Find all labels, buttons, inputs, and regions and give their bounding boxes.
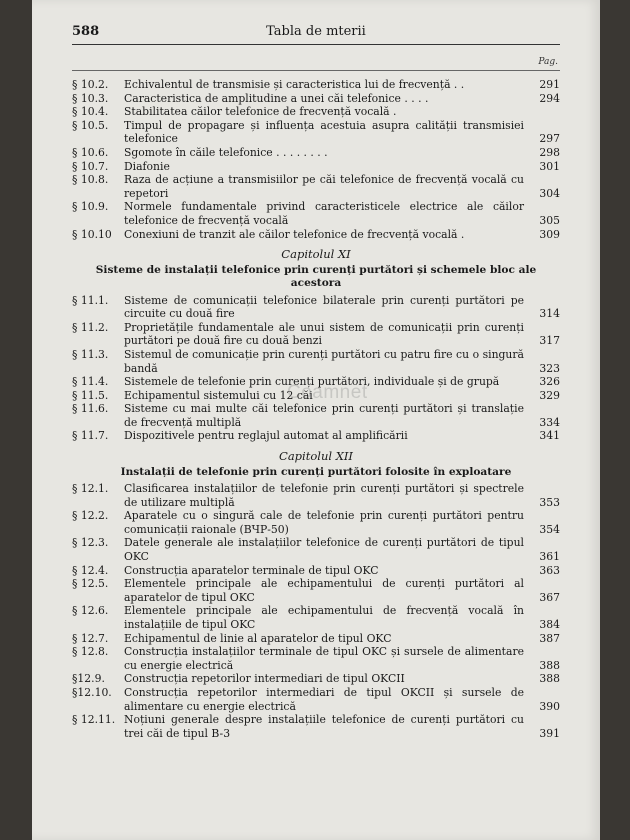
page-ref: 384 xyxy=(539,618,560,631)
page-ref: 291 xyxy=(539,78,560,91)
toc-entry xyxy=(72,200,560,227)
toc-entry xyxy=(72,713,560,740)
page-ref: 388 xyxy=(539,672,560,686)
section-number: § 11.3. xyxy=(72,347,109,361)
toc-entry xyxy=(72,119,560,146)
page-ref: 361 xyxy=(539,550,560,564)
section-number: § 11.2. xyxy=(72,320,109,334)
page-ref: 363 xyxy=(539,563,560,577)
section-number: §12.10. xyxy=(72,685,112,699)
chapter-heading: Capitolul XI xyxy=(281,247,351,262)
section-number: § 12.11. xyxy=(72,713,116,727)
watermark-logo: Coamnet xyxy=(287,382,368,403)
section-number: § 11.7. xyxy=(72,429,109,443)
section-title: Sistemul de comunicație prin curenți purtători cu patru fire cu o singură bandă xyxy=(124,347,524,375)
section-title: Sisteme cu mai multe căi telefonice prin curenți purtători și translație de frecvență multiplă xyxy=(124,402,524,429)
section-number: § 11.6. xyxy=(72,402,109,416)
section-number: § 12.5. xyxy=(72,577,109,591)
toc-entry xyxy=(72,294,560,321)
page-ref: 388 xyxy=(539,658,560,672)
page-ref: 314 xyxy=(539,307,560,321)
section-number: § 12.2. xyxy=(72,509,109,523)
page-ref: 329 xyxy=(539,388,560,402)
toc-entry xyxy=(72,92,560,106)
page-ref: 304 xyxy=(539,186,560,200)
page-ref: 390 xyxy=(539,699,560,713)
page-ref: 298 xyxy=(539,145,560,159)
section-title: Raza de acțiune a transmisiilor pe căi telefonice de frecvență vocală cu repetori xyxy=(124,173,524,200)
section-number: § 11.5. xyxy=(72,388,109,402)
table-of-contents xyxy=(72,78,560,740)
section-list-chapter-12 xyxy=(72,482,560,740)
toc-entry xyxy=(72,645,560,672)
page-ref: 309 xyxy=(539,227,560,241)
section-title: Sgomote în căile telefonice . . . . . . . . xyxy=(124,145,328,159)
toc-entry xyxy=(72,348,560,375)
page-ref: 367 xyxy=(539,590,560,604)
page-ref: 317 xyxy=(539,334,560,348)
toc-entry xyxy=(72,604,560,631)
section-number: § 10.7. xyxy=(72,159,109,173)
page-ref: 341 xyxy=(539,429,560,443)
section-number: § 10.2. xyxy=(72,78,109,91)
section-number: § 11.1. xyxy=(72,293,109,307)
section-title: Echipamentul de linie al aparatelor de tipul OKC xyxy=(124,631,392,645)
section-list-chapter-10 xyxy=(72,78,560,241)
chapter-title: Instalații de telefonie prin curenți purtători folosite în exploatare xyxy=(120,465,512,478)
section-number: § 10.9. xyxy=(72,200,109,214)
toc-entry xyxy=(72,686,560,713)
toc-entry xyxy=(72,402,560,429)
section-title: Proprietățile fundamentale ale unui sistem de comunicații prin curenți purtători pe două fire cu două benzi xyxy=(124,320,524,348)
toc-entry xyxy=(72,482,560,509)
section-title: Construcția instalațiilor terminale de tipul OKC și sursele de alimentare cu energie electrică xyxy=(124,645,524,672)
page-ref: 334 xyxy=(539,415,560,429)
page-header xyxy=(72,22,560,45)
section-number: § 12.8. xyxy=(72,645,109,659)
section-number: § 12.7. xyxy=(72,631,109,645)
page-ref: 301 xyxy=(539,159,560,173)
book-page xyxy=(32,0,600,840)
section-number: § 11.4. xyxy=(72,375,109,389)
section-title: Noțiuni generale despre instalațiile telefonice de curenți purtători cu trei căi de tipul B-3 xyxy=(124,713,524,740)
page-ref: 387 xyxy=(539,631,560,645)
section-list-chapter-11 xyxy=(72,294,560,444)
section-title: Timpul de propagare și influența acestuia asupra calității transmisiei telefonice xyxy=(124,118,524,146)
chapter-heading: Capitolul XII xyxy=(279,449,353,464)
page-ref: 353 xyxy=(539,495,560,509)
section-title: Elementele principale ale echipamentului de frecvență vocală în instalațiile de tipul OKC xyxy=(124,604,524,631)
section-title: Caracteristica de amplitudine a unei căi telefonice . . . . xyxy=(124,91,429,105)
toc-entry xyxy=(72,105,560,119)
section-title: Sisteme de comunicații telefonice bilaterale prin curenți purtători pe circuite cu două fire xyxy=(124,293,524,321)
toc-entry xyxy=(72,173,560,200)
section-number: § 10.8. xyxy=(72,173,109,187)
chapter-title: Sisteme de instalații telefonice prin curenți purtători și schemele bloc ale acestora xyxy=(95,263,537,290)
section-number: § 12.1. xyxy=(72,482,109,496)
section-title: Clasificarea instalațiilor de telefonie prin curenți purtători și spectrele de utilizare multiplă xyxy=(124,482,524,509)
page-ref: 354 xyxy=(539,522,560,536)
page-ref: 305 xyxy=(539,213,560,227)
section-title: Normele fundamentale privind caracteristicele electrice ale căilor telefonice de frecvență vocală xyxy=(124,200,524,227)
section-title: Echipamentul sistemului cu 12 căi xyxy=(124,388,313,402)
toc-entry xyxy=(72,632,560,646)
toc-entry xyxy=(72,146,560,160)
section-title: Construcția aparatelor terminale de tipul OKC xyxy=(124,563,379,577)
section-title: Echivalentul de transmisie și caracteristica lui de frecvență . . xyxy=(124,78,465,91)
toc-entry xyxy=(72,228,560,242)
toc-entry xyxy=(72,429,560,443)
page-ref: 297 xyxy=(539,132,560,146)
page-ref: 323 xyxy=(539,361,560,375)
toc-entry xyxy=(72,564,560,578)
section-title: Elementele principale ale echipamentului de curenți purtători al aparatelor de tipul OKC xyxy=(124,577,524,604)
section-number: § 12.3. xyxy=(72,536,109,550)
section-title: Construcția repetorilor intermediari de tipul OKCII și sursele de alimentare cu energie electrică xyxy=(124,685,524,713)
section-title: Construcția repetorilor intermediari de tipul OKCII xyxy=(124,672,405,686)
pag-column-label: Pag. xyxy=(538,57,558,67)
section-number: §12.9. xyxy=(72,672,105,686)
page-ref: 326 xyxy=(539,375,560,389)
page-number: 588 xyxy=(72,24,100,39)
section-number: § 10.4. xyxy=(72,105,109,119)
toc-entry xyxy=(72,672,560,686)
toc-entry xyxy=(72,321,560,348)
section-title: Conexiuni de tranzit ale căilor telefonice de frecvență vocală . xyxy=(124,227,465,241)
section-title: Aparatele cu o singură cale de telefonie prin curenți purtători pentru comunicații raionale (ВЧР-50) xyxy=(124,509,524,536)
section-number: § 12.6. xyxy=(72,604,109,618)
running-title: Tabla de mterii xyxy=(266,24,366,39)
section-number: § 10.5. xyxy=(72,118,109,132)
page-ref: 294 xyxy=(539,91,560,105)
section-number: § 10.6. xyxy=(72,145,109,159)
toc-entry xyxy=(72,78,560,92)
page-ref: 391 xyxy=(539,726,560,740)
section-title: Dispozitivele pentru reglajul automat al amplificării xyxy=(124,429,408,443)
toc-entry xyxy=(72,160,560,174)
section-number: § 12.4. xyxy=(72,563,109,577)
section-number: § 10.3. xyxy=(72,91,109,105)
section-title: Diafonie xyxy=(124,159,170,173)
divider xyxy=(72,70,560,71)
section-title: Datele generale ale instalațiilor telefonice de curenți purtători de tipul OKC xyxy=(124,536,524,564)
toc-entry xyxy=(72,577,560,604)
toc-entry xyxy=(72,536,560,563)
toc-entry xyxy=(72,509,560,536)
section-title: Stabilitatea căilor telefonice de frecvență vocală . xyxy=(124,105,397,119)
section-title: Sistemele de telefonie prin curenți purtători, individuale și de grupă xyxy=(124,375,500,389)
section-number: § 10.10 xyxy=(72,227,112,241)
